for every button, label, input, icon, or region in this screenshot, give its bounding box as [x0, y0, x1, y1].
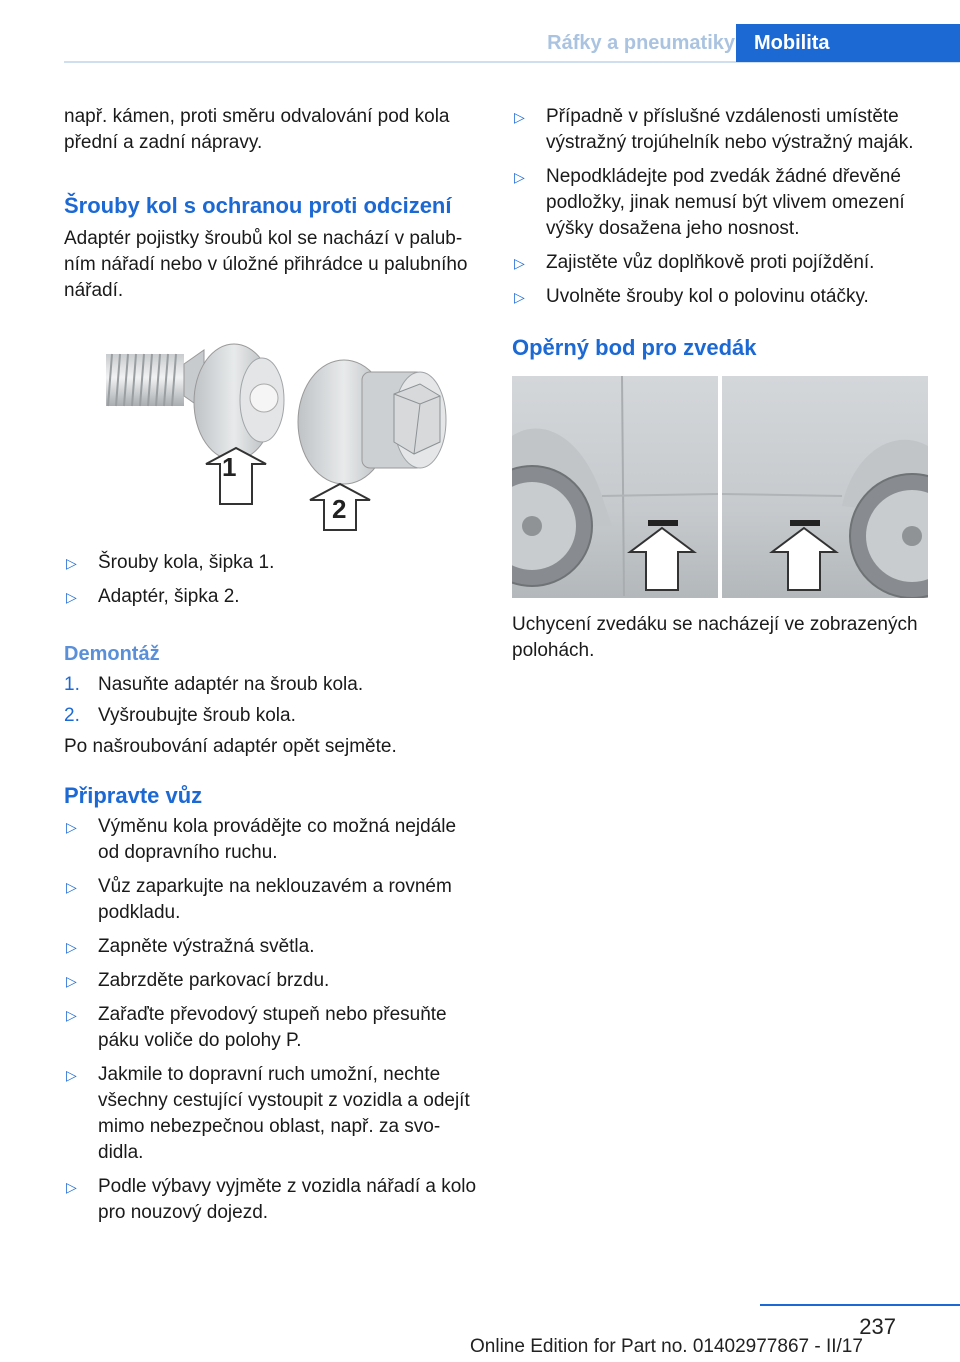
triangle-right-icon: ▷: [66, 555, 77, 571]
jack-point-illustration: [512, 376, 928, 598]
triangle-right-icon: ▷: [514, 169, 525, 185]
figure-legend-list: [64, 550, 478, 610]
bolt-shape: [106, 344, 284, 460]
list-item: ▷ Zajistěte vůz doplňkově proti pojíždění.: [512, 250, 930, 276]
triangle-right-icon: ▷: [66, 973, 77, 989]
triangle-right-icon: ▷: [514, 289, 525, 305]
list-item: ▷ Podle výbavy vyjměte z vozidla nářadí a kolo pro nouzový dojezd.: [66, 1176, 477, 1223]
list-item: ▷ Jakmile to dopravní ruch umožní, nechte všechny cestující vystoupit z vozidla a odejít mimo nebezpečnou oblast, např. za svodidla.: [66, 1064, 470, 1163]
triangle-right-icon: ▷: [66, 589, 77, 605]
triangle-right-icon: ▷: [66, 1067, 77, 1083]
header-section-title[interactable]: Ráfky a pneumatiky: [547, 32, 735, 54]
intro-text: např. kámen, proti směru odvalování pod kola přední a zadní nápravy.: [64, 106, 450, 153]
wheel-lock-illustration: [64, 342, 478, 532]
footer-rule: [760, 1304, 960, 1306]
page-number: 237: [859, 1314, 896, 1339]
list-item: ▷ Zapněte výstražná světla.: [64, 934, 478, 960]
triangle-right-icon: ▷: [66, 879, 77, 895]
arrow-1-label: 1: [222, 452, 237, 482]
jack-point-figure: [512, 376, 930, 598]
safety-list: [512, 104, 930, 310]
list-item: ▷ Uvolněte šrouby kol o polovinu otáčky.: [512, 284, 930, 310]
lock-bolts-text: Adaptér pojistky šroubů kol se nachází v palubním nářadí nebo v úložné přihrádce u palubního nářadí.: [64, 228, 468, 301]
triangle-right-icon: ▷: [514, 255, 525, 271]
triangle-right-icon: ▷: [66, 819, 77, 835]
triangle-right-icon: ▷: [66, 1007, 77, 1023]
list-item: ▷ Případně v příslušné vzdálenosti umístěte výstražný trojúhelník nebo výstražný maják.: [514, 106, 914, 153]
jack-point-caption: Uchycení zvedáku se nacházejí ve zobrazených polohách.: [512, 614, 918, 661]
jack-panel-front: [512, 376, 718, 598]
list-item: ▷ Výměnu kola provádějte co možná nejdále od dopravního ruchu.: [66, 816, 457, 863]
jack-panel-rear: [722, 376, 928, 598]
triangle-right-icon: ▷: [514, 109, 525, 125]
list-item: ▷ Šrouby kola, šipka 1.: [64, 550, 478, 576]
triangle-right-icon: ▷: [66, 1179, 77, 1195]
edition-text: Online Edition for Part no. 01402977867 - II/17: [470, 1336, 863, 1357]
right-column: [512, 104, 930, 664]
removal-after-text: Po našroubování adaptér opět sejměte.: [64, 736, 397, 757]
list-item: ▷ Nepodkládejte pod zvedák žádné dřevěné podložky, jinak nemusí být vlivem omezení výšky dosažena jeho nosnost.: [514, 166, 905, 239]
list-item: ▷ Zabrzděte parkovací brzdu.: [64, 968, 478, 994]
adapter-shape: [298, 360, 446, 484]
prepare-car-list: [64, 814, 478, 1226]
list-item: ▷ Adaptér, šipka 2.: [64, 584, 478, 610]
removal-steps: [64, 672, 478, 729]
triangle-right-icon: ▷: [66, 939, 77, 955]
removal-heading: Demontáž: [64, 643, 160, 665]
list-item: ▷ Zařaďte převodový stupeň nebo přesuňte páku voliče do polohy P.: [66, 1004, 447, 1051]
list-item: ▷ Vůz zaparkujte na neklouzavém a rovném podkladu.: [66, 876, 452, 923]
header-chapter-tab[interactable]: Mobilita: [736, 24, 960, 62]
list-item: 2. Vyšroubujte šroub kola.: [64, 705, 296, 726]
left-column: [64, 104, 478, 1226]
jack-point-heading: Opěrný bod pro zvedák: [512, 335, 757, 360]
list-item: 1. Nasuňte adaptér na šroub kola.: [64, 674, 364, 695]
lock-bolts-heading: Šrouby kol s ochranou proti odcizení: [64, 193, 452, 218]
arrow-2-label: 2: [332, 494, 347, 524]
prepare-car-heading: Připravte vůz: [64, 783, 203, 808]
wheel-lock-figure: [64, 342, 478, 532]
